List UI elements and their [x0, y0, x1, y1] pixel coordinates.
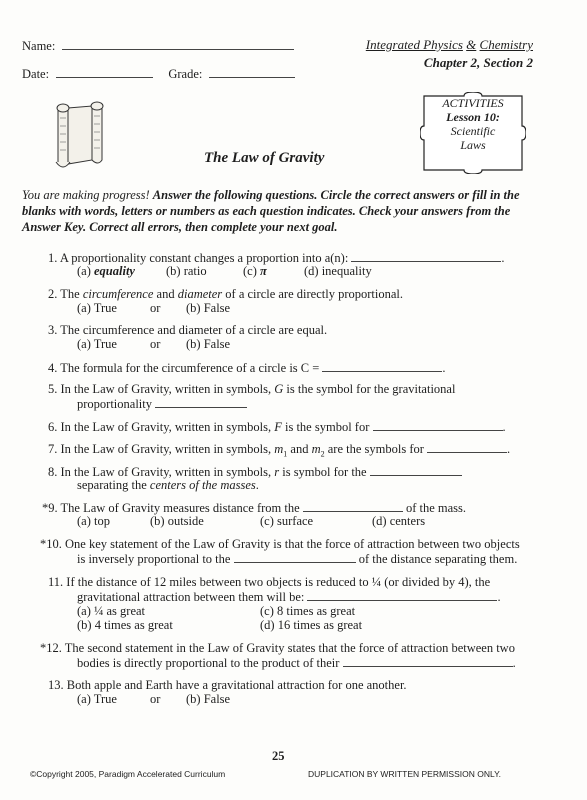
answer-blank[interactable] [234, 551, 356, 563]
option-text: equality [94, 264, 135, 278]
option-letter: (c) [243, 264, 260, 278]
instructions-lead: You are making progress! [22, 188, 150, 202]
badge-line1: ACTIVITIES [442, 96, 504, 110]
question-end: . [497, 590, 501, 604]
date-label: Date: [22, 67, 50, 81]
instructions-body: Answer the following questions. Circle the correct answers or fill in the blanks with words, letters or numbers as each question indicates. Check your answers from the Answer Key. Correct all errors, then complete your next goal. [22, 188, 520, 234]
question-text: The second statement in the Law of Gravity states that the force of attraction between two [64, 641, 515, 655]
question-term: circumference [82, 287, 154, 301]
q11-continuation [77, 589, 501, 605]
q11-option-d[interactable]: (d) 16 times as great [260, 618, 363, 632]
q9-option-c[interactable]: (c) surface [260, 514, 314, 528]
q9-option-a[interactable]: (a) top [77, 514, 110, 528]
q11-option-a[interactable]: (a) ¼ as great [77, 604, 146, 618]
answer-blank[interactable] [155, 396, 247, 408]
q5-continuation [77, 396, 247, 412]
symbol: r [274, 465, 280, 479]
q13-or: or [150, 692, 161, 706]
copyright: ©Copyright 2005, Paradigm Accelerated Curriculum [30, 769, 226, 779]
name-label: Name: [22, 39, 56, 53]
symbol: G [274, 382, 284, 396]
symbol: m [274, 442, 284, 456]
question-text: is the symbol for the gravitational [283, 382, 456, 396]
question-10 [40, 537, 557, 552]
question-number: 4. [48, 361, 58, 375]
answer-blank[interactable] [307, 589, 497, 601]
q8-continuation [77, 478, 259, 493]
question-13 [48, 678, 557, 693]
question-number: 6. [48, 420, 58, 434]
q2-or: or [150, 301, 161, 315]
question-end: . [255, 478, 259, 492]
question-7 [48, 441, 557, 462]
duplication-notice: DUPLICATION BY WRITTEN PERMISSION ONLY. [308, 769, 502, 779]
question-text: In the Law of Gravity, written in symbols, [60, 382, 275, 396]
question-end: . [507, 442, 511, 456]
question-end: . [501, 251, 505, 265]
answer-blank[interactable] [322, 360, 442, 372]
badge-line3: Scientific [450, 124, 496, 138]
subscript: 2 [320, 449, 325, 459]
question-text: The formula for the circumference of a circle is C = [60, 361, 320, 375]
q11-option-b[interactable]: (b) 4 times as great [77, 618, 173, 632]
question-5 [48, 382, 557, 397]
answer-blank[interactable] [351, 250, 501, 262]
symbol: F [274, 420, 282, 434]
name-row [22, 38, 294, 54]
question-text: In the Law of Gravity, written in symbols, [60, 420, 275, 434]
course-title-part2: Chemistry [479, 37, 533, 52]
question-3 [48, 323, 557, 338]
question-number: 3. [48, 323, 58, 337]
option-text: π [260, 264, 267, 278]
q10-continuation [77, 551, 517, 567]
course-title [366, 37, 533, 53]
question-2 [48, 287, 557, 302]
question-number: 1. [48, 251, 58, 265]
question-term: diameter [177, 287, 223, 301]
grade-field[interactable] [209, 66, 295, 78]
question-number: *12. [40, 641, 62, 655]
q1-option-b[interactable]: (b) ratio [166, 264, 207, 278]
q2-option-a[interactable]: (a) True [77, 301, 117, 315]
question-6 [48, 419, 557, 435]
course-title-part1: Integrated Physics [365, 37, 463, 52]
q3-or: or [150, 337, 161, 351]
q2-option-b[interactable]: (b) False [186, 301, 231, 315]
q1-option-d[interactable]: (d) inequality [304, 264, 372, 278]
question-text: are the symbols for [324, 442, 424, 456]
lesson-title: The Law of Gravity [204, 150, 325, 166]
question-text: If the distance of 12 miles between two objects is reduced to ¼ (or divided by 4), the [66, 575, 491, 589]
q9-option-b[interactable]: (b) outside [150, 514, 204, 528]
page-number: 25 [272, 749, 285, 763]
subscript: 1 [283, 449, 288, 459]
question-text: and [287, 442, 312, 456]
date-grade-row [22, 66, 295, 82]
q13-option-b[interactable]: (b) False [186, 692, 231, 706]
question-text: The Law of Gravity measures distance from the [60, 501, 300, 515]
question-text: is symbol for the [279, 465, 367, 479]
name-field[interactable] [62, 38, 294, 50]
question-text: is inversely proportional to the [77, 552, 231, 566]
question-number: *10. [40, 537, 62, 551]
question-text: A proportionality constant changes a proportion into a(n): [59, 251, 349, 265]
question-number: 11. [48, 575, 64, 589]
question-4 [48, 360, 557, 376]
q13-option-a[interactable]: (a) True [77, 692, 117, 706]
answer-blank[interactable] [427, 441, 507, 453]
question-text: The circumference and diameter of a circle are equal. [60, 323, 328, 337]
answer-blank[interactable] [343, 655, 513, 667]
question-number: 8. [48, 465, 58, 479]
symbol: m [311, 442, 321, 456]
question-number: *9. [42, 501, 58, 515]
question-text: One key statement of the Law of Gravity is that the force of attraction between two objects [65, 537, 520, 551]
question-text: In the Law of Gravity, written in symbols, [60, 465, 275, 479]
q3-option-a[interactable]: (a) True [77, 337, 117, 351]
date-field[interactable] [56, 66, 153, 78]
question-12 [40, 641, 557, 656]
question-text: of the distance separating them. [358, 552, 518, 566]
q3-option-b[interactable]: (b) False [186, 337, 231, 351]
question-end: . [442, 361, 446, 375]
question-number: 5. [48, 382, 58, 396]
question-text: of the mass. [405, 501, 466, 515]
question-end: . [512, 656, 516, 670]
question-11 [48, 575, 557, 590]
option-letter: (a) [77, 264, 94, 278]
question-text: and [153, 287, 178, 301]
question-text: of a circle are directly proportional. [222, 287, 403, 301]
answer-blank[interactable] [370, 464, 462, 476]
instructions [22, 187, 542, 235]
question-number: 7. [48, 442, 58, 456]
badge-line2: Lesson 10: [446, 110, 500, 124]
course-title-amp: & [466, 37, 477, 52]
question-end: . [502, 420, 506, 434]
question-term: centers of the masses [149, 478, 256, 492]
question-text: gravitational attraction between them will be: [77, 590, 305, 604]
answer-blank[interactable] [373, 419, 503, 431]
grade-label: Grade: [168, 67, 203, 81]
q1-option-a[interactable] [77, 264, 135, 279]
answer-blank[interactable] [303, 500, 403, 512]
question-number: 2. [48, 287, 58, 301]
q11-option-c[interactable]: (c) 8 times as great [260, 604, 356, 618]
scroll-icon [44, 98, 114, 174]
question-text: The [60, 287, 83, 301]
q1-option-c[interactable] [243, 264, 267, 279]
question-text: bodies is directly proportional to the product of their [77, 656, 340, 670]
question-text: Both apple and Earth have a gravitational attraction for one another. [66, 678, 407, 692]
q9-option-d[interactable]: (d) centers [372, 514, 426, 528]
activities-badge [420, 96, 526, 152]
question-text: is the symbol for [281, 420, 370, 434]
chapter-label: Chapter 2, Section 2 [423, 55, 533, 70]
question-text: In the Law of Gravity, written in symbols, [60, 442, 275, 456]
question-text: proportionality [77, 397, 152, 411]
q12-continuation [77, 655, 516, 671]
badge-line4: Laws [460, 138, 486, 152]
question-number: 13. [48, 678, 64, 692]
question-text: separating the [77, 478, 150, 492]
